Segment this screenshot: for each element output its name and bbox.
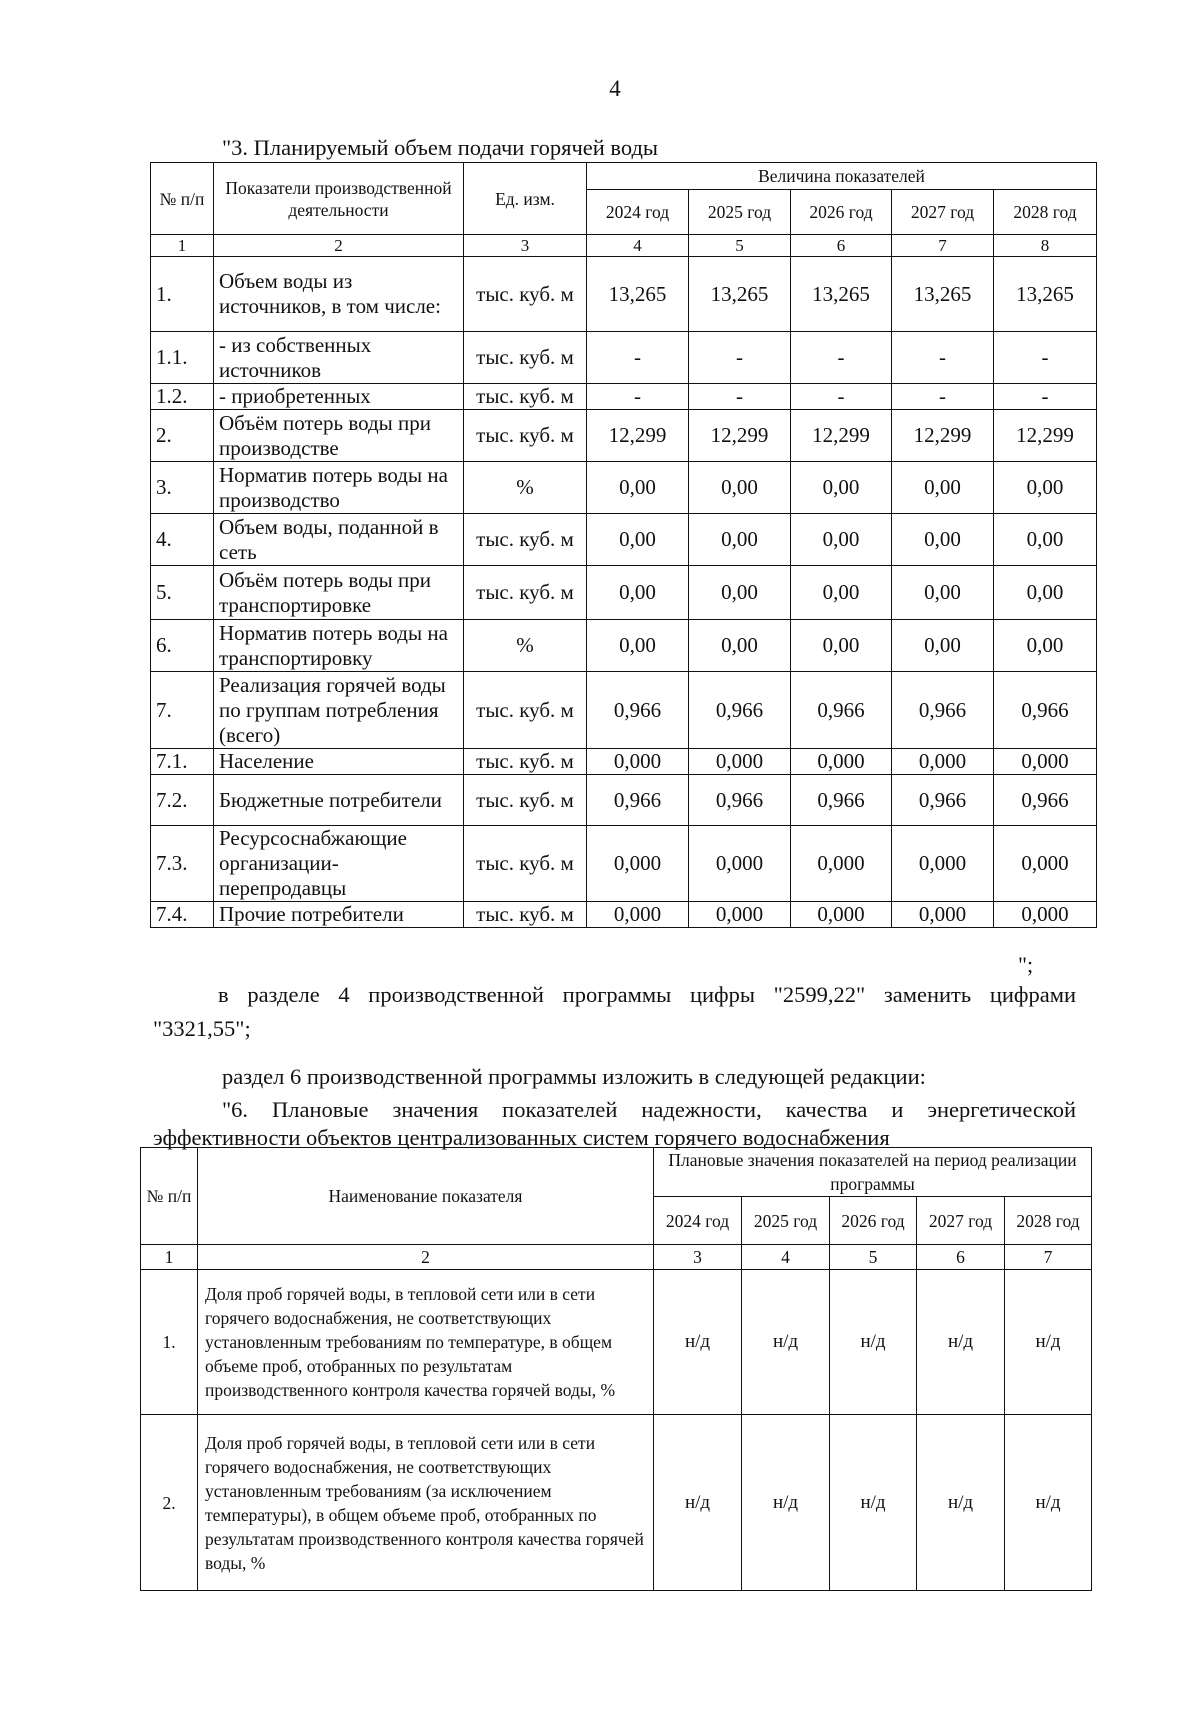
table-row xyxy=(151,384,1097,410)
value-cell: 0,00 xyxy=(689,620,791,672)
row-number: 1. xyxy=(151,257,214,332)
value-cell: н/д xyxy=(1005,1415,1092,1591)
value-cell: - xyxy=(892,384,994,410)
value-cell: 0,966 xyxy=(689,775,791,826)
value-cell: н/д xyxy=(830,1270,917,1415)
value-cell: 0,966 xyxy=(791,775,892,826)
table-row xyxy=(151,749,1097,775)
indicator-name: Объём потерь воды при транспортировке xyxy=(214,566,464,620)
value-cell: - xyxy=(791,332,892,384)
value-cell: 0,966 xyxy=(587,775,689,826)
value-cell: 0,966 xyxy=(994,775,1097,826)
column-number: 3 xyxy=(464,235,587,257)
table-row xyxy=(151,620,1097,672)
unit-cell: тыс. куб. м xyxy=(464,826,587,902)
table-row xyxy=(151,826,1097,902)
value-cell: 12,299 xyxy=(892,410,994,462)
row-number: 7. xyxy=(151,672,214,749)
value-cell: 0,966 xyxy=(892,672,994,749)
table-row xyxy=(151,566,1097,620)
column-number: 6 xyxy=(917,1245,1005,1270)
value-cell: 0,00 xyxy=(689,566,791,620)
indicator-name: Объём потерь воды при производстве xyxy=(214,410,464,462)
unit-cell: тыс. куб. м xyxy=(464,672,587,749)
unit-cell: % xyxy=(464,462,587,514)
table-row xyxy=(151,332,1097,384)
value-cell: н/д xyxy=(742,1415,830,1591)
indicator-name: Норматив потерь воды на транспортировку xyxy=(214,620,464,672)
value-cell: н/д xyxy=(830,1415,917,1591)
value-cell: н/д xyxy=(917,1270,1005,1415)
value-cell: 0,966 xyxy=(994,672,1097,749)
value-cell: н/д xyxy=(917,1415,1005,1591)
row-number: 1.1. xyxy=(151,332,214,384)
column-number: 1 xyxy=(141,1245,198,1270)
table-row xyxy=(141,1415,1092,1591)
value-cell: - xyxy=(994,332,1097,384)
header-year: 2027 год xyxy=(892,190,994,235)
header-year: 2026 год xyxy=(791,190,892,235)
header-year: 2028 год xyxy=(994,190,1097,235)
header-year: 2025 год xyxy=(689,190,791,235)
value-cell: 0,000 xyxy=(791,902,892,928)
header-num: № п/п xyxy=(151,163,214,235)
value-cell: 13,265 xyxy=(994,257,1097,332)
value-cell: 0,00 xyxy=(587,462,689,514)
header-year: 2024 год xyxy=(654,1197,742,1245)
value-cell: 0,000 xyxy=(587,902,689,928)
value-cell: 0,000 xyxy=(689,749,791,775)
value-cell: 0,000 xyxy=(689,902,791,928)
water-supply-table xyxy=(150,162,1097,928)
header-group: Плановые значения показателей на период реализации программы xyxy=(654,1148,1092,1197)
value-cell: 0,00 xyxy=(791,566,892,620)
row-number: 2. xyxy=(151,410,214,462)
value-cell: 0,000 xyxy=(892,749,994,775)
table-row xyxy=(151,672,1097,749)
unit-cell: тыс. куб. м xyxy=(464,410,587,462)
column-number: 8 xyxy=(994,235,1097,257)
row-number: 5. xyxy=(151,566,214,620)
value-cell: 0,00 xyxy=(689,514,791,566)
value-cell: - xyxy=(689,384,791,410)
header-indicator: Показатели производственной деятельности xyxy=(214,163,464,235)
indicator-name: Население xyxy=(214,749,464,775)
value-cell: 0,00 xyxy=(994,620,1097,672)
indicator-name: Бюджетные потребители xyxy=(214,775,464,826)
indicator-name: Ресурсоснабжающие организации-перепродавцы xyxy=(214,826,464,902)
value-cell: 0,000 xyxy=(994,902,1097,928)
value-cell: 0,000 xyxy=(994,749,1097,775)
value-cell: н/д xyxy=(654,1415,742,1591)
value-cell: 0,00 xyxy=(892,566,994,620)
row-number: 7.2. xyxy=(151,775,214,826)
value-cell: 0,00 xyxy=(994,514,1097,566)
row-number: 2. xyxy=(141,1415,198,1591)
value-cell: 0,00 xyxy=(994,566,1097,620)
indicator-name: Норматив потерь воды на производство xyxy=(214,462,464,514)
value-cell: 0,000 xyxy=(791,749,892,775)
value-cell: н/д xyxy=(1005,1270,1092,1415)
value-cell: 0,966 xyxy=(791,672,892,749)
unit-cell: тыс. куб. м xyxy=(464,384,587,410)
row-number: 1. xyxy=(141,1270,198,1415)
table-row xyxy=(151,514,1097,566)
value-cell: 0,00 xyxy=(791,462,892,514)
value-cell: 0,966 xyxy=(892,775,994,826)
value-cell: 0,00 xyxy=(791,514,892,566)
reliability-table xyxy=(140,1147,1092,1591)
header-name: Наименование показателя xyxy=(198,1148,654,1245)
closing-quote: "; xyxy=(1018,952,1034,977)
row-number: 6. xyxy=(151,620,214,672)
unit-cell: тыс. куб. м xyxy=(464,332,587,384)
row-number: 1.2. xyxy=(151,384,214,410)
value-cell: - xyxy=(791,384,892,410)
value-cell: 12,299 xyxy=(791,410,892,462)
value-cell: 13,265 xyxy=(587,257,689,332)
header-values-group: Величина показателей xyxy=(587,163,1097,190)
row-number: 7.1. xyxy=(151,749,214,775)
column-number: 7 xyxy=(892,235,994,257)
paragraph1-line2: "3321,55"; xyxy=(153,1016,251,1041)
column-number: 2 xyxy=(214,235,464,257)
row-number: 4. xyxy=(151,514,214,566)
value-cell: - xyxy=(892,332,994,384)
indicator-name: Объем воды, поданной в сеть xyxy=(214,514,464,566)
value-cell: 0,00 xyxy=(689,462,791,514)
header-year: 2025 год xyxy=(742,1197,830,1245)
unit-cell: тыс. куб. м xyxy=(464,257,587,332)
value-cell: 0,00 xyxy=(791,620,892,672)
value-cell: 12,299 xyxy=(587,410,689,462)
row-number: 7.4. xyxy=(151,902,214,928)
unit-cell: тыс. куб. м xyxy=(464,749,587,775)
paragraph2: раздел 6 производственной программы изложить в следующей редакции: xyxy=(222,1064,926,1089)
table-row xyxy=(151,410,1097,462)
indicator-name: Прочие потребители xyxy=(214,902,464,928)
indicator-name: - из собственных источников xyxy=(214,332,464,384)
unit-cell: тыс. куб. м xyxy=(464,566,587,620)
column-number: 3 xyxy=(654,1245,742,1270)
table-row xyxy=(151,902,1097,928)
indicator-name: Доля проб горячей воды, в тепловой сети или в сети горячего водоснабжения, не соответствующих установленным требованиям по температуре, в общем объеме проб, отобранных по результатам производственного контроля качества горячей воды, % xyxy=(198,1270,654,1415)
section3-title: "3. Планируемый объем подачи горячей воды xyxy=(222,135,659,160)
value-cell: 0,00 xyxy=(994,462,1097,514)
table-row xyxy=(151,775,1097,826)
value-cell: 13,265 xyxy=(689,257,791,332)
unit-cell: % xyxy=(464,620,587,672)
table-row xyxy=(141,1270,1092,1415)
value-cell: 0,000 xyxy=(587,826,689,902)
indicator-name: - приобретенных xyxy=(214,384,464,410)
column-number: 2 xyxy=(198,1245,654,1270)
unit-cell: тыс. куб. м xyxy=(464,775,587,826)
value-cell: 0,000 xyxy=(892,826,994,902)
header-year: 2024 год xyxy=(587,190,689,235)
paragraph1-line1: в разделе 4 производственной программы цифры "2599,22" заменить цифрами xyxy=(218,982,1076,1007)
value-cell: 13,265 xyxy=(892,257,994,332)
section6-title-line1: "6. Плановые значения показателей надежности, качества и энергетической xyxy=(222,1097,1076,1122)
value-cell: н/д xyxy=(742,1270,830,1415)
value-cell: 0,00 xyxy=(587,620,689,672)
value-cell: 0,00 xyxy=(892,620,994,672)
header-year: 2026 год xyxy=(830,1197,917,1245)
header-year: 2028 год xyxy=(1005,1197,1092,1245)
table-row xyxy=(151,462,1097,514)
column-number: 5 xyxy=(689,235,791,257)
header-unit: Ед. изм. xyxy=(464,163,587,235)
column-number: 4 xyxy=(587,235,689,257)
value-cell: н/д xyxy=(654,1270,742,1415)
value-cell: 12,299 xyxy=(689,410,791,462)
column-number: 5 xyxy=(830,1245,917,1270)
section6-title-line2: эффективности объектов централизованных систем горячего водоснабжения xyxy=(153,1125,890,1150)
value-cell: - xyxy=(587,384,689,410)
value-cell: - xyxy=(587,332,689,384)
column-number: 4 xyxy=(742,1245,830,1270)
value-cell: 0,000 xyxy=(994,826,1097,902)
indicator-name: Доля проб горячей воды, в тепловой сети или в сети горячего водоснабжения, не соответствующих установленным требованиям (за исключением температуры), в общем объеме проб, отобранных по результатам производственного контроля качества горячей воды, % xyxy=(198,1415,654,1591)
value-cell: 0,000 xyxy=(689,826,791,902)
value-cell: 0,00 xyxy=(587,514,689,566)
value-cell: 0,00 xyxy=(587,566,689,620)
header-year: 2027 год xyxy=(917,1197,1005,1245)
column-number: 1 xyxy=(151,235,214,257)
row-number: 3. xyxy=(151,462,214,514)
column-number: 6 xyxy=(791,235,892,257)
unit-cell: тыс. куб. м xyxy=(464,902,587,928)
row-number: 7.3. xyxy=(151,826,214,902)
value-cell: 0,966 xyxy=(587,672,689,749)
value-cell: - xyxy=(994,384,1097,410)
value-cell: 0,00 xyxy=(892,514,994,566)
value-cell: 0,00 xyxy=(892,462,994,514)
unit-cell: тыс. куб. м xyxy=(464,514,587,566)
page-number: 4 xyxy=(609,76,621,101)
value-cell: 0,966 xyxy=(689,672,791,749)
header-num: № п/п xyxy=(141,1148,198,1245)
value-cell: 13,265 xyxy=(791,257,892,332)
value-cell: - xyxy=(689,332,791,384)
value-cell: 12,299 xyxy=(994,410,1097,462)
value-cell: 0,000 xyxy=(892,902,994,928)
indicator-name: Реализация горячей воды по группам потребления (всего) xyxy=(214,672,464,749)
indicator-name: Объем воды из источников, в том числе: xyxy=(214,257,464,332)
column-number: 7 xyxy=(1005,1245,1092,1270)
value-cell: 0,000 xyxy=(791,826,892,902)
value-cell: 0,000 xyxy=(587,749,689,775)
table-row xyxy=(151,257,1097,332)
